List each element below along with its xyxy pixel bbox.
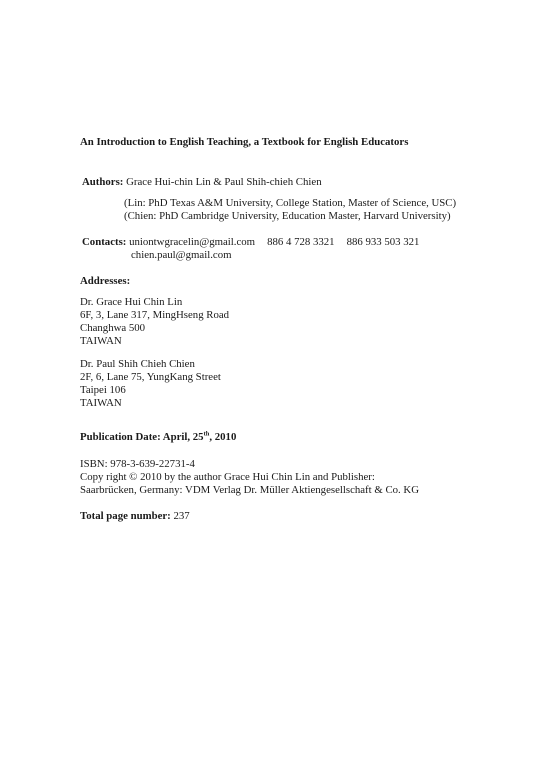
authors-line xyxy=(82,176,322,189)
contact-email-1[interactable]: uniontwgracelin@gmail.com xyxy=(129,236,256,248)
publication-date-year: , 2010 xyxy=(209,431,237,443)
total-pages-value: 237 xyxy=(173,510,190,522)
isbn: ISBN: 978-3-639-22731-4 xyxy=(80,458,195,470)
document-title: An Introduction to English Teaching, a Textbook for English Educators xyxy=(80,136,409,148)
contacts-label: Contacts: xyxy=(82,236,127,248)
authors-label: Authors: xyxy=(82,176,124,188)
contact-email-2[interactable]: chien.paul@gmail.com xyxy=(131,249,232,261)
total-pages-line xyxy=(80,510,190,523)
address-1-city: Changhwa 500 xyxy=(80,322,146,334)
address-2-name: Dr. Paul Shih Chieh Chien xyxy=(80,358,195,370)
publication-date-label: Publication Date: April, 25 xyxy=(80,431,204,443)
contacts-line xyxy=(82,236,419,249)
address-1-street: 6F, 3, Lane 317, MingHseng Road xyxy=(80,309,230,321)
address-1-name: Dr. Grace Hui Chin Lin xyxy=(80,296,183,308)
publication-date-suffix: th xyxy=(203,430,210,438)
address-2-country: TAIWAN xyxy=(80,397,122,409)
publisher-line: Saarbrücken, Germany: VDM Verlag Dr. Müller Aktiengesellschaft & Co. KG xyxy=(80,484,420,496)
lin-credentials: (Lin: PhD Texas A&M University, College Station, Master of Science, USC) xyxy=(124,197,457,209)
publication-date xyxy=(80,431,236,444)
address-2-street: 2F, 6, Lane 75, YungKang Street xyxy=(80,371,221,383)
copyright-line: Copy right © 2010 by the author Grace Hui Chin Lin and Publisher: xyxy=(80,471,375,483)
addresses-heading: Addresses: xyxy=(80,275,131,287)
total-pages-label: Total page number: xyxy=(80,510,171,522)
address-2-city: Taipei 106 xyxy=(80,384,126,396)
contact-phone-2: 886 933 503 321 xyxy=(346,236,420,248)
chien-credentials: (Chien: PhD Cambridge University, Education Master, Harvard University) xyxy=(124,210,451,222)
contact-phone-1: 886 4 728 3321 xyxy=(267,236,335,248)
address-1-country: TAIWAN xyxy=(80,335,122,347)
authors-names: Grace Hui-chin Lin & Paul Shih-chieh Chien xyxy=(126,176,322,188)
